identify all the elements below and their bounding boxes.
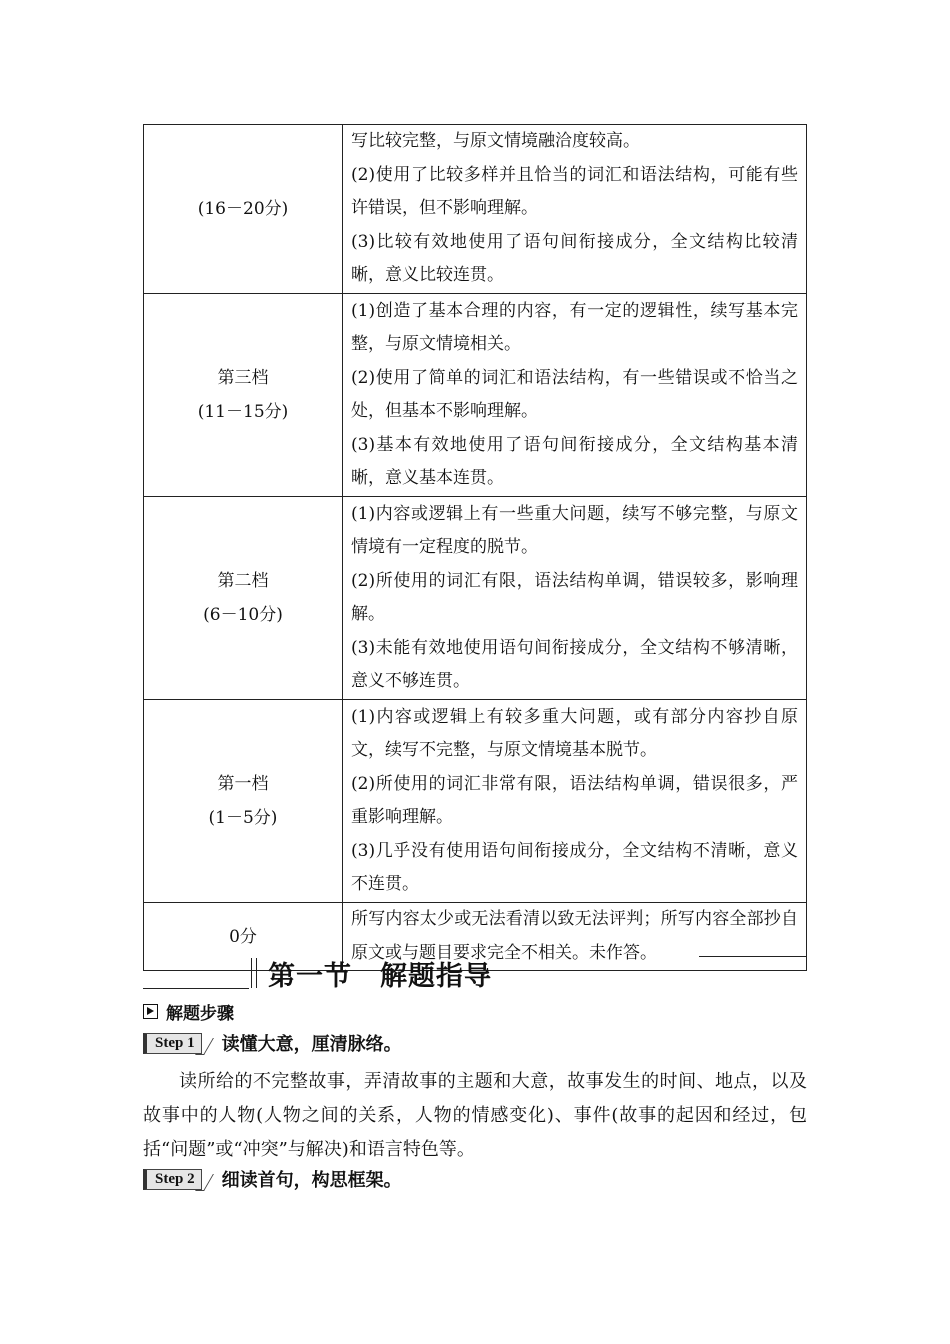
sub-heading xyxy=(143,1000,234,1022)
rubric-criterion: 写比较完整，与原文情境融洽度较高。 xyxy=(351,131,640,152)
section-title-divider xyxy=(251,958,257,988)
step-2-heading xyxy=(143,1167,402,1191)
rubric-criterion: (1)内容或逻辑上有较多重大问题，或有部分内容抄自原文，续写不完整，与原文情境基本脱节。 xyxy=(351,706,798,760)
step-2-badge: Step 2 xyxy=(143,1169,202,1190)
rubric-row-first-level-continued xyxy=(144,125,807,294)
rubric-criterion: (1)创造了基本合理的内容，有一定的逻辑性，续写基本完整，与原文情境相关。 xyxy=(351,300,798,354)
rubric-level-score: (16－20分) xyxy=(197,199,289,219)
scoring-rubric-table xyxy=(143,124,807,971)
rubric-level-cell xyxy=(144,497,343,700)
rubric-level-name: 第一档 xyxy=(217,774,269,794)
rubric-level-score: 0分 xyxy=(229,926,257,947)
rubric-criterion: (2)所使用的词汇非常有限，语法结构单调，错误很多，严重影响理解。 xyxy=(351,773,798,827)
rubric-criterion: (2)所使用的词汇有限，语法结构单调，错误较多，影响理解。 xyxy=(351,570,798,624)
rubric-criterion: (3)几乎没有使用语句间衔接成分，全文结构不清晰，意义不连贯。 xyxy=(351,840,798,894)
rubric-criterion: (2)使用了简单的词汇和语法结构，有一些错误或不恰当之处，但基本不影响理解。 xyxy=(351,367,798,421)
rubric-row-level-2 xyxy=(144,497,807,700)
rubric-criterion: 所写内容太少或无法看清以致无法评判；所写内容全部抄自原文或与题目要求完全不相关。未作答。 xyxy=(351,909,798,963)
step-1-badge: Step 1 xyxy=(143,1033,202,1054)
rubric-level-name: 第二档 xyxy=(217,571,269,591)
step-1-paragraph: 读所给的不完整故事，弄清故事的主题和大意，故事发生的时间、地点，以及故事中的人物(人物之间的关系，人物的情感变化)、事件(故事的起因和经过，包括“问题”或“冲突”与解决)和语言特色等。 xyxy=(143,1071,807,1160)
section-title-topline xyxy=(699,956,807,957)
step-1-text: 读懂大意，厘清脉络。 xyxy=(221,1034,402,1055)
rubric-description-cell xyxy=(343,125,807,294)
rubric-row-level-3 xyxy=(144,294,807,497)
rubric-criterion: (3)比较有效地使用了语句间衔接成分，全文结构比较清晰，意义比较连贯。 xyxy=(351,231,798,286)
rubric-level-cell xyxy=(144,125,343,294)
rubric-level-score: (6－10分) xyxy=(203,605,283,625)
rubric-row-level-1 xyxy=(144,700,807,903)
rubric-level-name: 第三档 xyxy=(217,368,269,388)
rubric-criterion: (3)未能有效地使用语句间衔接成分，全文结构不够清晰，意义不够连贯。 xyxy=(351,637,798,691)
play-triangle-icon xyxy=(143,1004,158,1019)
rubric-description-cell xyxy=(343,497,807,700)
rubric-description-cell xyxy=(343,700,807,903)
rubric-criterion: (1)内容或逻辑上有一些重大问题，续写不够完整，与原文情境有一定程度的脱节。 xyxy=(351,503,798,557)
rubric-criterion: (3)基本有效地使用了语句间衔接成分，全文结构基本清晰，意义基本连贯。 xyxy=(351,434,798,488)
rubric-level-score: (11－15分) xyxy=(197,402,289,422)
section-title: 第一节 解题指导 xyxy=(268,961,492,992)
rubric-level-score: (1－5分) xyxy=(208,808,278,828)
rubric-level-cell xyxy=(144,700,343,903)
step-1-heading xyxy=(143,1031,402,1055)
section-title-underline xyxy=(143,958,249,989)
sub-heading-text: 解题步骤 xyxy=(166,1003,234,1024)
rubric-level-cell xyxy=(144,294,343,497)
step-2-text: 细读首句，构思框架。 xyxy=(221,1170,402,1191)
rubric-description-cell xyxy=(343,294,807,497)
rubric-criterion: (2)使用了比较多样并且恰当的词汇和语法结构，可能有些许错误，但不影响理解。 xyxy=(351,164,798,219)
